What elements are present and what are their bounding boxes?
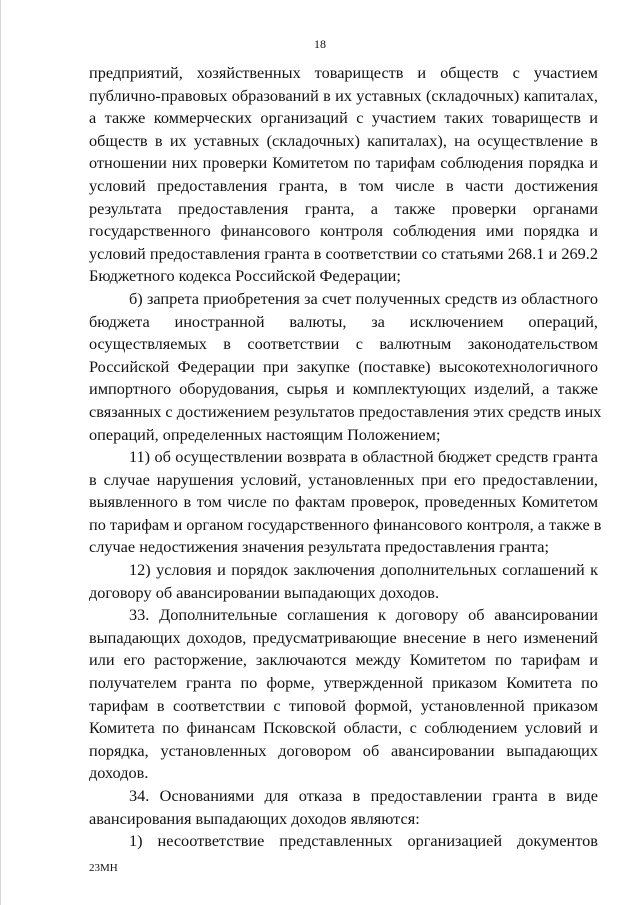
text-line: б) запрета приобретения за счет полученных средств из областного [129, 288, 598, 308]
text-line: результата предоставления гранта, а также проверки органами [89, 198, 598, 218]
text-line: выявленного в том числе по фактам проверок, проведенных Комитетом [89, 492, 598, 512]
document-code: 23МН [89, 862, 118, 874]
text-line: авансирования выпадающих доходов являются: [89, 808, 420, 828]
page-number: 18 [314, 37, 326, 51]
document-body [89, 62, 602, 853]
text-line: Бюджетного кодекса Российской Федерации; [89, 266, 401, 286]
text-line: условий предоставления гранта, в том числе в части достижения [89, 175, 598, 195]
text-line: 12) условия и порядок заключения дополнительных соглашений к [129, 560, 598, 580]
text-line: 34. Основаниями для отказа в предоставлении гранта в виде [129, 786, 598, 805]
text-line: выпадающих доходов, предусматривающие внесение в него изменений [89, 627, 598, 647]
text-line: или его расторжение, заключаются между Комитетом по тарифам и [89, 650, 598, 670]
text-line: бюджета иностранной валюты, за исключением операций, [89, 311, 598, 331]
text-line: осуществляемых в соответствии с валютным законодательством [89, 334, 598, 354]
text-line: государственного финансового контроля соблюдения ими порядка и [89, 221, 598, 241]
text-line: Российской Федерации при закупке (поставке) высокотехнологичного [89, 356, 598, 376]
text-line: операций, определенных настоящим Положением; [89, 424, 441, 444]
text-line: а также коммерческих организаций с участием таких товариществ и [89, 108, 598, 128]
text-line: отношении них проверки Комитетом по тарифам соблюдения порядка и [89, 153, 598, 173]
text-line: обществ в их уставных (складочных) капиталах), на осуществление в [89, 130, 598, 150]
text-line: 11) об осуществлении возврата в областной бюджет средств гранта [129, 447, 598, 467]
text-line: 1) несоответствие представленных организацией документов [129, 831, 598, 851]
text-line: 33. Дополнительные соглашения к договору об авансировании [129, 605, 598, 625]
text-line: импортного оборудования, сырья и комплектующих изделий, а также [89, 379, 598, 399]
text-line: тарифам в соответствии с типовой формой, установленной приказом [89, 695, 598, 715]
text-line: по тарифам и органом государственного финансового контроля, а также в [89, 514, 602, 534]
text-line: условий предоставления гранта в соответствии со статьями 268.1 и 269.2 [89, 243, 598, 263]
text-line: случае недостижения значения результата предоставления гранта; [89, 537, 550, 557]
text-line: Комитета по финансам Псковской области, с соблюдением условий и [89, 718, 598, 738]
text-line: получателем гранта по форме, утвержденной приказом Комитета по [89, 673, 598, 693]
text-line: доходов. [89, 763, 149, 783]
text-line: порядка, установленных договором об авансировании выпадающих [89, 740, 598, 760]
text-line: договору об авансировании выпадающих доходов. [89, 582, 440, 602]
text-line: публично-правовых образований в их уставных (складочных) капиталах, [89, 85, 598, 105]
text-line: в случае нарушения условий, установленных при его предоставлении, [89, 469, 598, 489]
text-line: связанных с достижением результатов предоставления этих средств иных [89, 401, 602, 421]
text-line: предприятий, хозяйственных товариществ и обществ с участием [89, 63, 598, 82]
scan-edge [0, 0, 1, 905]
